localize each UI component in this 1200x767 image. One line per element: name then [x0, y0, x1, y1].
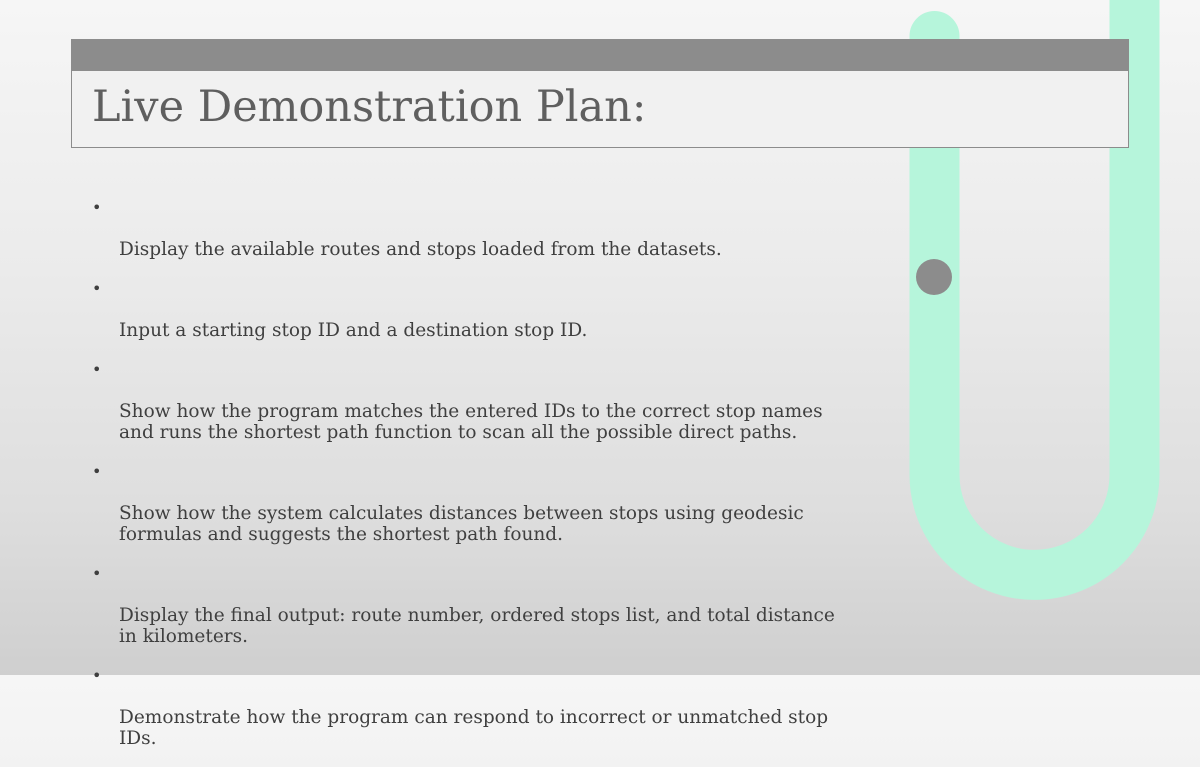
- bullet-item: [90, 461, 890, 545]
- bullet-icon: •: [92, 564, 102, 583]
- slide-title: Live Demonstration Plan:: [92, 82, 647, 132]
- bullet-text: Demonstrate how the program can respond to incorrect or unmatched stop IDs.: [119, 707, 829, 749]
- title-header-bar: [71, 39, 1129, 72]
- bullet-text: Display the available routes and stops loaded from the datasets.: [119, 239, 722, 260]
- bullet-icon: •: [92, 198, 102, 217]
- bullet-icon: •: [92, 360, 102, 379]
- gray-dot-icon: [916, 259, 952, 295]
- bullet-item: [90, 278, 890, 341]
- bullet-text: Show how the system calculates distances between stops using geodesic formulas and suggests the shortest path found.: [119, 503, 804, 545]
- bullet-icon: •: [92, 666, 102, 685]
- bullet-text: Show how the program matches the entered IDs to the correct stop names and runs the shortest path function to scan all the possible direct paths.: [119, 401, 823, 443]
- bullet-icon: •: [92, 279, 102, 298]
- bullet-text: Input a starting stop ID and a destination stop ID.: [119, 320, 588, 341]
- bullet-item: [90, 359, 890, 443]
- bullet-list: [90, 197, 890, 767]
- bullet-item: [90, 665, 890, 749]
- bullet-icon: •: [92, 462, 102, 481]
- title-box: [71, 71, 1129, 148]
- bullet-item: [90, 563, 890, 647]
- bullet-item: [90, 197, 890, 260]
- bullet-text: Display the final output: route number, ordered stops list, and total distance in kilometers.: [119, 605, 835, 647]
